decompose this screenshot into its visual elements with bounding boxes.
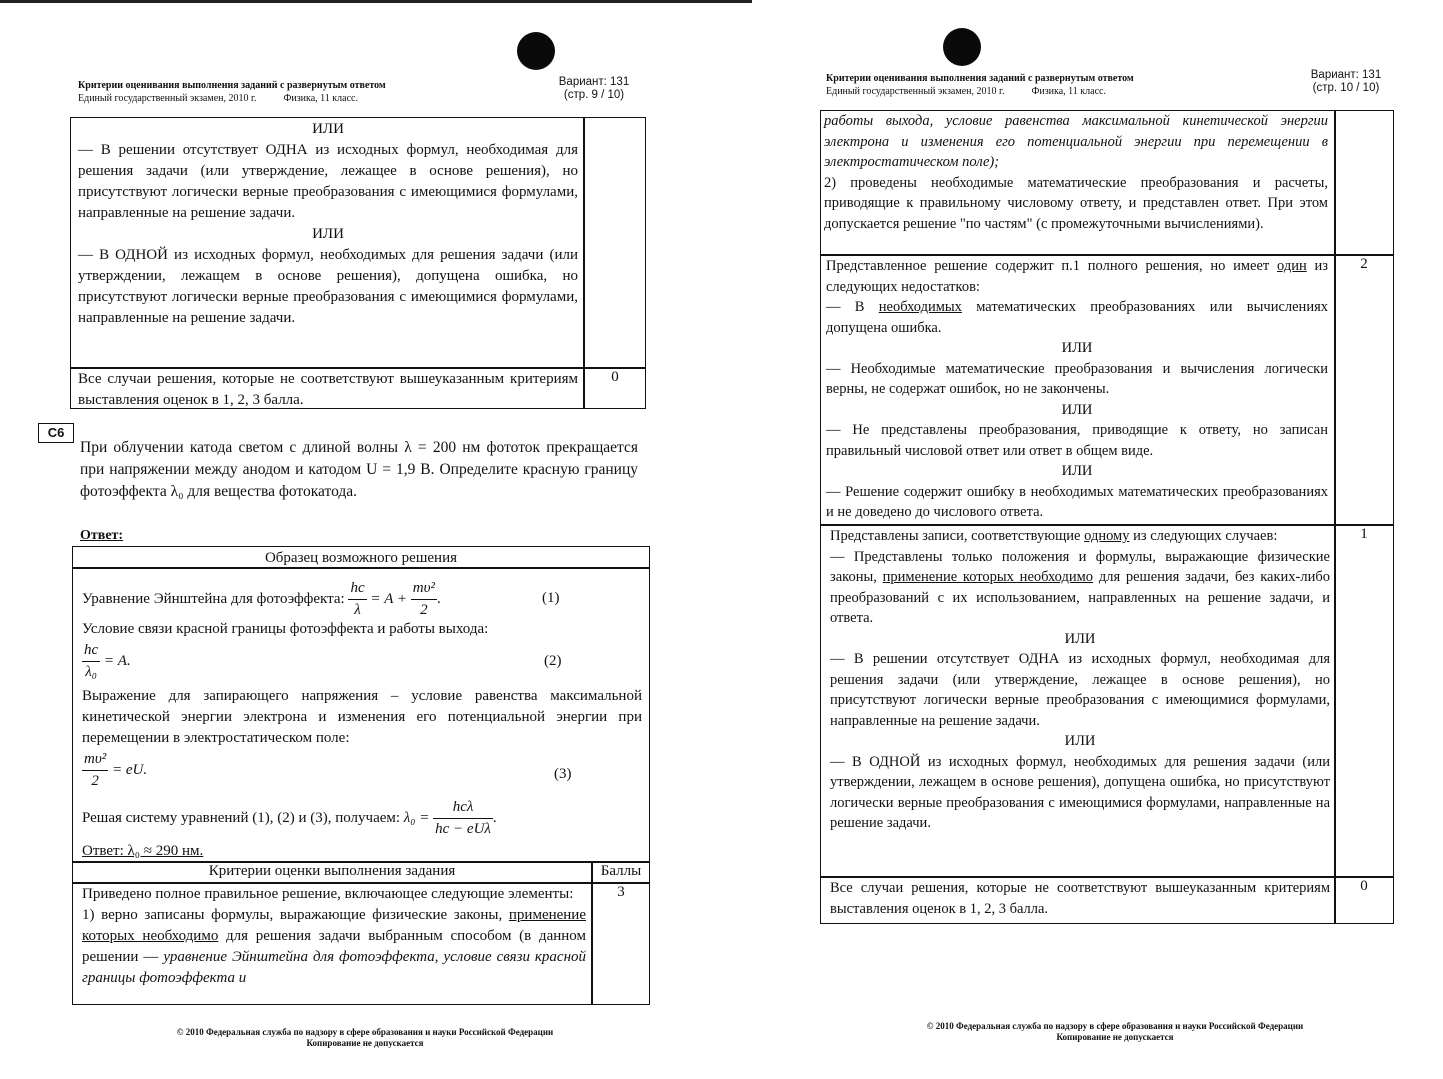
right-page-number: (стр. 10 / 10) bbox=[1312, 82, 1380, 94]
equation-number-1: (1) bbox=[542, 590, 560, 606]
left-variant: Вариант: 131 (стр. 9 / 10) bbox=[558, 76, 630, 101]
criterion-full: Приведено полное правильное решение, включающее следующие элементы: 1) верно записаны формулы, выражающие физические законы, применение которых необходимо для решения задачи выбранным способом (в данном решении — уравнение Эйнштейна для фотоэффекта, условие связи красной границы фотоэффекта и bbox=[82, 886, 587, 986]
right-variant: Вариант: 131 (стр. 10 / 10) bbox=[1310, 69, 1382, 94]
ili-separator: ИЛИ bbox=[1061, 401, 1093, 418]
right-footer: © 2010 Федеральная служба по надзору в сфере образования и науки Российской Федерации Копирование не допускается bbox=[926, 1021, 1304, 1042]
task-text: При облучении катода светом с длиной волны λ = 200 нм фототок прекращается при напряжении между анодом и катодом U = 1,9 В. Определите красную границу фотоэффекта λ₀ для вещества фотокатода. bbox=[80, 439, 638, 500]
left-header-title: Критерии оценивания выполнения заданий с развернутым ответом bbox=[78, 80, 386, 91]
solution-line-2: Условие связи красной границы фотоэффекта и работы выхода: $\frac{hc}{\text{λ₀}}$ = A. (2) bbox=[82, 619, 642, 683]
solution-line-4: Решая систему уравнений (1), (2) и (3), получаем: λ₀ = $\frac{\text{hcλ}}{\text{hc − eUλ}}$ . bbox=[82, 797, 642, 840]
formula-hc-lambda: $\frac{hc}{\lambda}$ bbox=[350, 580, 365, 618]
criterion-text: — В ОДНОЙ из исходных формул, необходимых для решения задачи (или утверждении, лежащем в основе решения), допущена ошибка, но присутствуют логически верные преобразования с имеющимися формулами, направленные на решение задачи. bbox=[78, 247, 578, 326]
equation-number-3: (3) bbox=[554, 766, 572, 782]
criteria-header: Критерии оценки выполнения задания bbox=[208, 863, 456, 879]
solution-title: Образец возможного решения bbox=[264, 550, 458, 566]
right-header-sub: Единый государственный экзамен, 2010 г. bbox=[826, 86, 1005, 97]
ili-separator: ИЛИ bbox=[1061, 340, 1093, 356]
score-header: Баллы bbox=[600, 863, 642, 879]
left-score-zero: 0 bbox=[611, 369, 619, 385]
answer-label: Ответ: bbox=[80, 528, 124, 543]
task-id-badge: С6 bbox=[38, 423, 74, 443]
right-header bbox=[826, 72, 1306, 98]
score-one: 1 bbox=[1360, 526, 1368, 542]
right-criterion-full-cont: работы выхода, условие равенства максимальной кинетической энергии электрона и изменения его потенциальной энергии при перемещении в электростатическом поле); 2) проведены необходимые математические преобразования и расчеты, приводящие к правильному числовому ответу, и представлен ответ. При этом допускается решение "по частям" (с промежуточными вычислениями). bbox=[824, 113, 1328, 232]
ili-separator: ИЛИ bbox=[312, 226, 344, 242]
formula-lambda0: $\frac{\text{hcλ}}{\text{hc − eUλ}}$ bbox=[435, 799, 491, 837]
right-score-zero: 0 bbox=[1360, 878, 1368, 894]
formula-hc-lambda0: $\frac{hc}{\text{λ₀}}$ bbox=[84, 642, 99, 680]
ili-separator: ИЛИ bbox=[1064, 630, 1096, 647]
left-footer: © 2010 Федеральная служба по надзору в сфере образования и науки Российской Федерации Копирование не допускается bbox=[176, 1027, 554, 1048]
ili-separator: ИЛИ bbox=[1064, 733, 1096, 749]
score-three: 3 bbox=[617, 884, 625, 900]
solution-answer: Ответ: λ₀ ≈ 290 нм. bbox=[82, 843, 204, 859]
right-header-title: Критерии оценивания выполнения заданий с развернутым ответом bbox=[826, 73, 1134, 84]
right-criterion-zero: Все случаи решения, которые не соответствуют вышеуказанным критериям выставления оценок в 1, 2, 3 балла. bbox=[830, 880, 1330, 917]
right-criterion-one: Представлены записи, соответствующие одному из следующих случаев: — Представлены только положения и формулы, выражающие физические законы, применение которых необходимо для решения задачи, без каких-либо преобразований с их использованием, направленных на решение задачи, и ответа. ИЛИ — В решении отсутствует ОДНА из исходных формул, необходимая для решения задачи (или утверждение, лежащее в основе решения), но присутствуют логически верные преобразования с имеющимися формулами, направленные на решение задачи. ИЛИ — В ОДНОЙ из исходных формул, необходимых для решения задачи (или утверждении, лежащем в основе решения), допущена ошибка, но присутствуют логически верные преобразования с имеющимися формулами, направленные на решение задачи. bbox=[830, 528, 1331, 831]
left-page-number: (стр. 9 / 10) bbox=[563, 89, 625, 101]
formula-mv2-2b: $\frac{\text{mυ²}}{2}$ bbox=[84, 751, 107, 789]
right-criterion-two: Представленное решение содержит п.1 полного решения, но имеет один из следующих недостатков: — В необходимых математических преобразованиях или вычислениях допущена ошибка. ИЛИ — Необходимые математические преобразования и вычисления логически верны, не содержат ошибок, но не закончены. ИЛИ — Не представлены преобразования, приводящие к ответу, но записан правильный числовой ответ или ответ в общем виде. ИЛИ — Решение содержит ошибку в необходимых математических преобразованиях и не доведено до числового ответа. bbox=[826, 258, 1329, 520]
solution-line-1: Уравнение Эйнштейна для фотоэффекта: $\frac{hc}{\lambda}$ = A + $\frac{\text{mυ²}}{2}$ . (1) bbox=[82, 578, 642, 621]
right-header-subject: Физика, 11 класс. bbox=[1031, 86, 1106, 97]
scan-top-edge bbox=[0, 0, 752, 3]
left-header bbox=[78, 79, 558, 105]
left-criteria-one-cont bbox=[78, 119, 578, 329]
score-two: 2 bbox=[1360, 256, 1368, 272]
left-header-sub: Единый государственный экзамен, 2010 г. bbox=[78, 93, 257, 104]
formula-mv2-2: $\frac{\text{mυ²}}{2}$ bbox=[412, 580, 435, 618]
criterion-text: — В решении отсутствует ОДНА из исходных формул, необходимая для решения задачи (или утверждение, лежащее в основе решения), но присутствуют логически верные преобразования с имеющимися формулами, направленные на решение задачи. bbox=[78, 142, 578, 221]
registration-mark bbox=[517, 32, 555, 70]
solution-line-3: Выражение для запирающего напряжения – условие равенства максимальной кинетической энергии электрона и изменения его потенциальной энергии при перемещении в электростатическом поле: $\frac{\text{mυ²}}{2}$ = eU. (3) bbox=[82, 686, 642, 792]
ili-separator: ИЛИ bbox=[312, 121, 344, 137]
left-header-subject: Физика, 11 класс. bbox=[283, 93, 358, 104]
equation-number-2: (2) bbox=[544, 653, 562, 669]
ili-separator: ИЛИ bbox=[1061, 463, 1093, 479]
registration-mark bbox=[943, 28, 981, 66]
left-criterion-zero: Все случаи решения, которые не соответствуют вышеуказанным критериям выставления оценок в 1, 2, 3 балла. bbox=[78, 371, 578, 408]
